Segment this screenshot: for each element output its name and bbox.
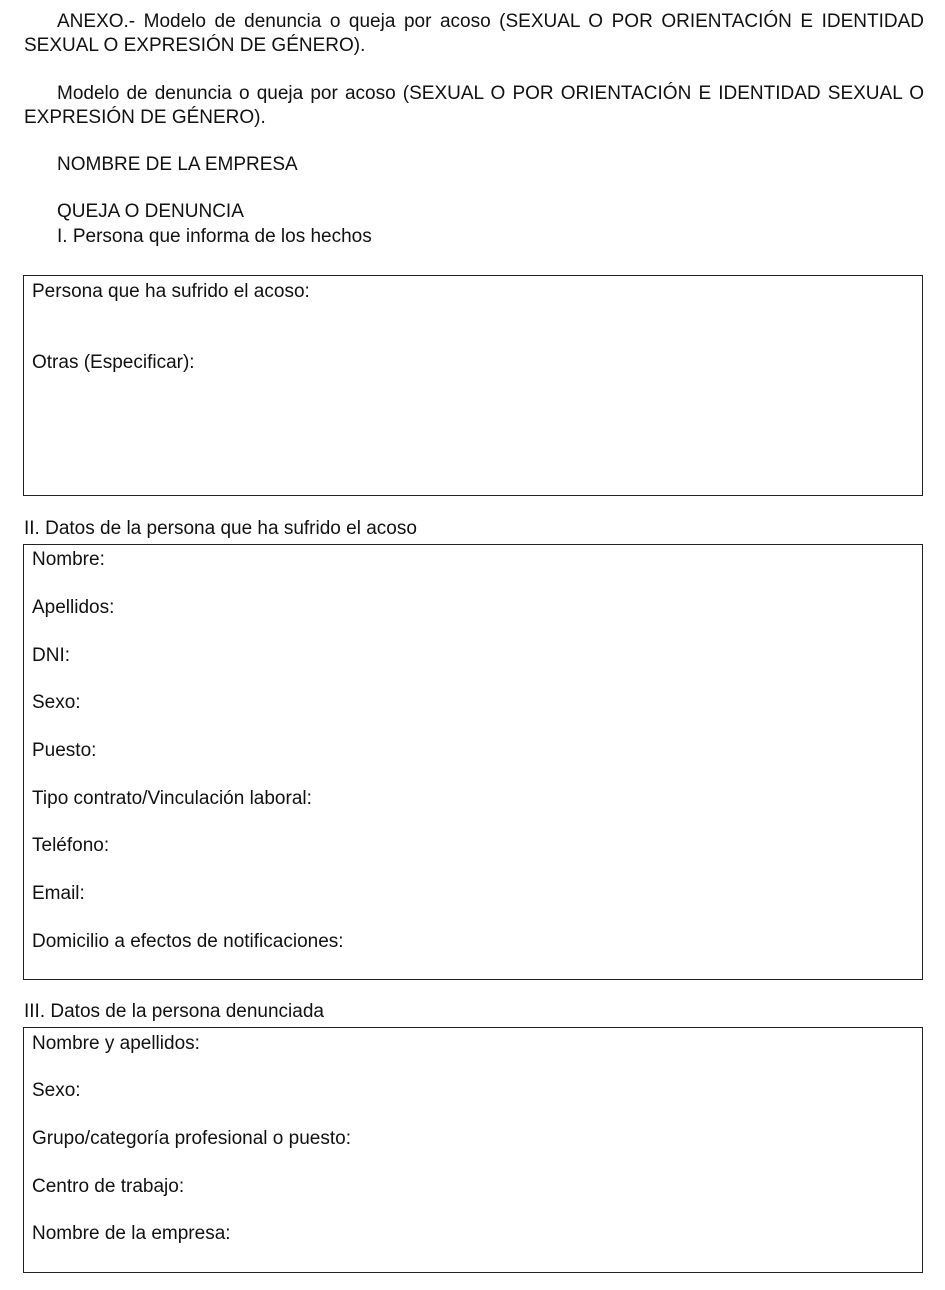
- complaint-heading: QUEJA O DENUNCIA: [57, 201, 244, 222]
- field-nombre-empresa: Nombre de la empresa:: [32, 1223, 231, 1244]
- field-puesto: Puesto:: [32, 740, 97, 761]
- section-1-title: I. Persona que informa de los hechos: [57, 226, 372, 247]
- field-centro-trabajo: Centro de trabajo:: [32, 1176, 185, 1197]
- field-apellidos: Apellidos:: [32, 597, 115, 618]
- field-email: Email:: [32, 883, 85, 904]
- section-2-title: II. Datos de la persona que ha sufrido el acoso: [24, 518, 417, 539]
- annex-title-paragraph: ANEXO.- Modelo de denuncia o queja por acoso (SEXUAL O POR ORIENTACIÓN E IDENTIDAD SEXUAL O EXPRESIÓN DE GÉNERO).: [24, 11, 924, 56]
- field-grupo-categoria: Grupo/categoría profesional o puesto:: [32, 1128, 351, 1149]
- field-domicilio: Domicilio a efectos de notificaciones:: [32, 931, 344, 952]
- field-tipo-contrato: Tipo contrato/Vinculación laboral:: [32, 788, 312, 809]
- field-sexo-denunciada: Sexo:: [32, 1080, 81, 1101]
- field-telefono: Teléfono:: [32, 835, 110, 856]
- field-persona-acosada: Persona que ha sufrido el acoso:: [32, 281, 310, 302]
- section-2-box: [23, 544, 923, 980]
- field-nombre: Nombre:: [32, 549, 105, 570]
- section-3-title: III. Datos de la persona denunciada: [24, 1001, 324, 1022]
- model-title-paragraph: Modelo de denuncia o queja por acoso (SEXUAL O POR ORIENTACIÓN E IDENTIDAD SEXUAL O EXPRESIÓN DE GÉNERO).: [24, 83, 924, 128]
- field-otras-especificar: Otras (Especificar):: [32, 352, 195, 373]
- section-1-box: [23, 275, 923, 496]
- company-name-heading: NOMBRE DE LA EMPRESA: [57, 154, 298, 175]
- field-sexo: Sexo:: [32, 692, 81, 713]
- field-dni: DNI:: [32, 645, 70, 666]
- section-3-box: [23, 1027, 923, 1273]
- field-nombre-apellidos: Nombre y apellidos:: [32, 1033, 200, 1054]
